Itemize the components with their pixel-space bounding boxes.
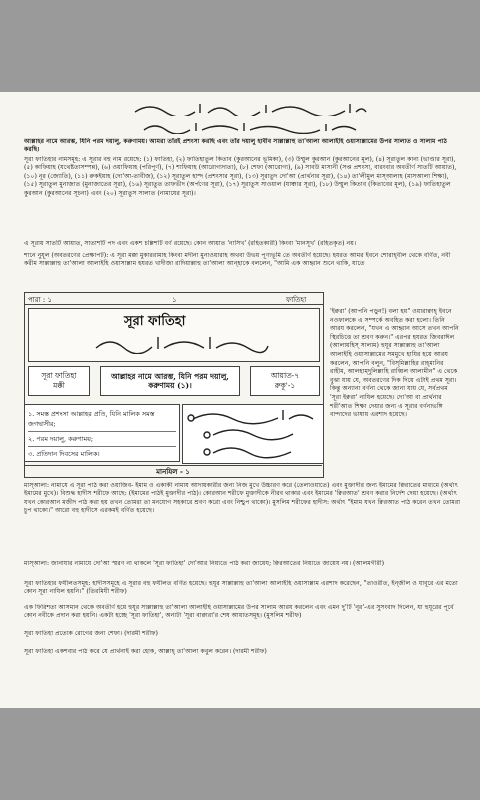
angel-paragraph: এক ফিরিশতা আসমান থেকে অবতীর্ণ হয়ে হুযূর সাল্লাল্লাহু তা'আলা আলাইহি ওয়াসাল্লামের উপর সালাম আরয করলেন এবং এমন দু'টি 'নূর'-এর সুসংবাদ দিলেন, যা হুযূরের পূর্বে কোন নবীকে প্রদান করা হয়নি। একটা হচ্ছে 'সূরা ফাতিহা', অন্যটা 'সূরা বাক্বারা'র শেষ আয়াতসমূহ। (মুসলিম শরীফ) <box>24 604 454 620</box>
bismillah-box-calligraphy <box>92 332 272 354</box>
bismillah-meaning-cell: আল্লাহর নামে আরম্ভ, যিনি পরম দয়ালু, করুণাময় (১)। <box>100 366 240 396</box>
manzil-label: মানযিল - ১ <box>24 465 322 478</box>
verse-2: ২. পরম দয়ালু, করুণাময়; <box>28 432 176 447</box>
cure-paragraph: সূরা ফাতিহা প্রত্যেক রোগের জন্য শেফা। (দারমী শরীফ) <box>24 630 158 637</box>
surah-label-right: ফাতিহা <box>286 296 307 304</box>
top-dark-band <box>0 0 480 92</box>
scanned-page <box>0 92 480 708</box>
arabic-verses <box>182 404 324 464</box>
verse-1: ১. সমস্ত প্রশংসা আল্লাহর প্রতি, যিনি মালিক সমস্ত জগদ্বাসীর; <box>28 407 176 432</box>
surah-names-paragraph: সূরা ফাতিহার নামসমূহ: এ সূরার বহু নাম রয়েছে: (১) ফাতিহা, (২) ফাতিহাতুল কিতাব (কুরআনের ভূমিকা), (৩) উম্মুল কুরআন (কুরআনের মূল), (৪) সূরাতুল কান্য (ভাণ্ডার সূরা), (৫) কাফিয়াহ (যথেষ্টতাসম্পন্ন), (৬) ওয়াফিয়াহ (পরিপূর্ণ), (৭) শাফিয়াহ (আরোগ্যদাতা), (৮) শেফা (আরোগ্য), (৯) সাবউ মাসানী (সপ্ত প্রশংসা, বারংবার অবতীর্ণ সাতটি আয়াত), (১০) নূর (জ্যোতি), (১১) রুকইয়াহ (দো'আ-তাবীজ), (১২) সূরাতুল হাম্দ (প্রশংসার সূরা), (১৩) সূরাতুদ দো'আ (প্রার্থনার সূরা), (১৪) তা'লীমুল মাস্আলাহ (মাসআলা শিক্ষা), (১৫) সূরাতুল মুনাজাত (মুনাজাতের সূরা), (১৬) সূরাতুত তাফভীদ (অর্পণের সূরা), (১৭) সূরাতুস সাওয়াল (যাঞ্চার সূরা), (১৮) উম্মুল কিতাব (কিতাবের মূল), (১৯) ফাতিহাতুল কুরআন (কুরআনের সূচনা) এবং (২০) সূরাতুস সালাত (নামাযের সূরা)। <box>24 156 457 197</box>
virtues-paragraph: সূরা ফাতিহার ফযীলতসমূহ: হাদীসসমূহে এ সূরার বহু ফযীলত বর্ণিত হয়েছে। হুযূর সাল্লাল্লাহু তা'আলা আলাইহি ওয়াসাল্লাম এরশাদ করেছেন, "তাওরীত, ইন্‌জীল ও যাবূরে এর মতো কোন সূরা নাযিল হয়নি।" (তিরমিযী শরীফ) <box>24 580 458 596</box>
revelation-paragraph: শানে নুযূল (অবতরণের প্রেক্ষাপট): এ সূরা মক্কা মুকাররামাহ কিংবা মদীনা মুনাওয়ারাহ অথবা উভয় পূণ্যভূমি তে অবতীর্ণ হয়েছে। হযরত আমর ইবনে শোরাহ্‌বীল থেকে বর্ণিত, নবী করীম সাল্লাল্লাহু তা'আলা আলাইহি ওয়াসাল্লাম হযরত খাদীজা রাদিয়াল্লাহু তা'আলা আন্‌হাকে বললেন, "আমি এক আহ্বান শুনে থাকি, যাতে <box>24 252 451 268</box>
surah-stats-paragraph: এ সূরায় সাতটি আয়াত, সাতাশটি পদ এবং একশ চল্লিশটি বর্ণ রয়েছে। কোন আয়াত 'নাসিখ' (রহিতকারী) কিংবা 'মানসূখ' (রহিতকৃত) নয়। <box>24 240 357 247</box>
final-paragraph: সূরা ফাতিহা একশবার পাঠ করে যে প্রার্থনাই করা হোক, আল্লাহ্ তা'আলা কবুল করেন। (দারমী শরীফ) <box>24 648 267 655</box>
durood-calligraphy <box>140 120 360 134</box>
verse-translations <box>24 404 180 462</box>
surah-title: সূরা ফাতিহা <box>124 314 186 329</box>
verse-3: ৩. প্রতিদান দিবসের মালিক। <box>28 450 100 458</box>
surah-name-cell: সূরা ফাতিহা মক্কী <box>28 366 90 396</box>
header-paragraph: আল্লাহর নামে আরম্ভ, যিনি পরম দয়ালু, করুণাময়। আমরা তাঁরই প্রশংসা করছি এবং তাঁর দয়ালু হাবীব সাল্লাল্লাহু তা'আলা আলাইহি ওয়াসাল্লামের উপর সালাত ও সালাম পাঠ করছি। <box>24 138 447 154</box>
surah-box-header <box>24 292 324 305</box>
masala-paragraph: মাস্‌আলা: নামাযে এ সূরা পাঠ করা ওয়াজিব- ইমাম ও একাকী নামায আদায়কারীর জন্য নিজ মুখে উচ্চারণ করে (তেলাওয়াতে) এবং মুক্তাদীর জন্য ইমামের ক্বিরাতের মাধ্যমে (অর্থাৎ ইমামের মুখে)। বিশুদ্ধ হাদীস শরীফে আছে: (ইমামের পাঠই মুক্তাদীর পাঠ)। কোরআন শরীফে মুক্তাদীকে নীরব থাকার এবং ইমামের 'ক্বিরআত' শ্রবণ করার নির্দেশ দেয়া হয়েছে। (অর্থাৎ যখন কোরআন মজীদ পাঠ করা হয় তখন তোমরা তা মনযোগ সহকারে শ্রবণ করো এবং নিশ্চুপ থাকো)। মুসলিম শরীফের হাদীস: অর্থাৎ "ইমাম যখন ক্বিরআত পাঠ করেন তখন তোমরা চুপ থাকো।" আরো বহু হাদীসে এরকমই বর্ণিত হয়েছে। <box>24 482 461 515</box>
para-number: ১ <box>172 296 177 304</box>
masala2-paragraph: মাস্‌আলা: জানাযার নামাযে দো'আ স্মরণ না থাকলে 'সূরা ফাতিহা' দো'আর নিয়্যতে পাঠ করা জায়েয; ক্বিরআতের নিয়্যতে জায়েয নয়। (আলমগীরী) <box>24 560 385 567</box>
bismillah-calligraphy <box>130 100 370 116</box>
side-column-text: 'ইক্বরা' (আপনি পড়ুন!) বলা হয়" ওয়ারাক্বাহ্ ইবনে নওফালকে এ সম্পর্কে অবহিত করা হলো। তিনি আরয করলেন, "যখন এ আহ্বান আসে তখন আপনি স্থিরচিত্তে তা শ্রবণ করুন।" এরপর হযরত জিবরাঈল (আলায়হিস্ সালাম) হুযূর সাল্লাল্লাহু তা'আলা আলাইহি ওয়াসাল্লামের সমমুখে হাযির হয়ে আরয করলেন, আপনি বলুন, "বিস্‌মিল্লাহির রাহ্‌মানির রাহীম, আলহাম্‌দুলিল্লাহি রাব্বিল আলামীন" এ থেকে বুঝা যায় যে, অবতরণের দিক দিয়ে এটাই প্রথম সূরা। কিন্তু অন্যান্য বর্ণনা থেকে জানা যায় যে, সর্বপ্রথম 'সূরা ইক্বরা' নাযিল হয়েছে। দো'আ বা প্রার্থনার শরী'আত শিক্ষা দেয়ার জন্য এ সূরার বর্ণনাভঙ্গি বান্দাদের ভাষায় এরশাদ হয়েছে। <box>330 308 459 419</box>
bottom-dark-band <box>0 708 480 800</box>
ayat-count-cell: আয়াত-৭ রুকূ'-১ <box>250 366 320 396</box>
para-label: পারা : ১ <box>28 296 53 304</box>
